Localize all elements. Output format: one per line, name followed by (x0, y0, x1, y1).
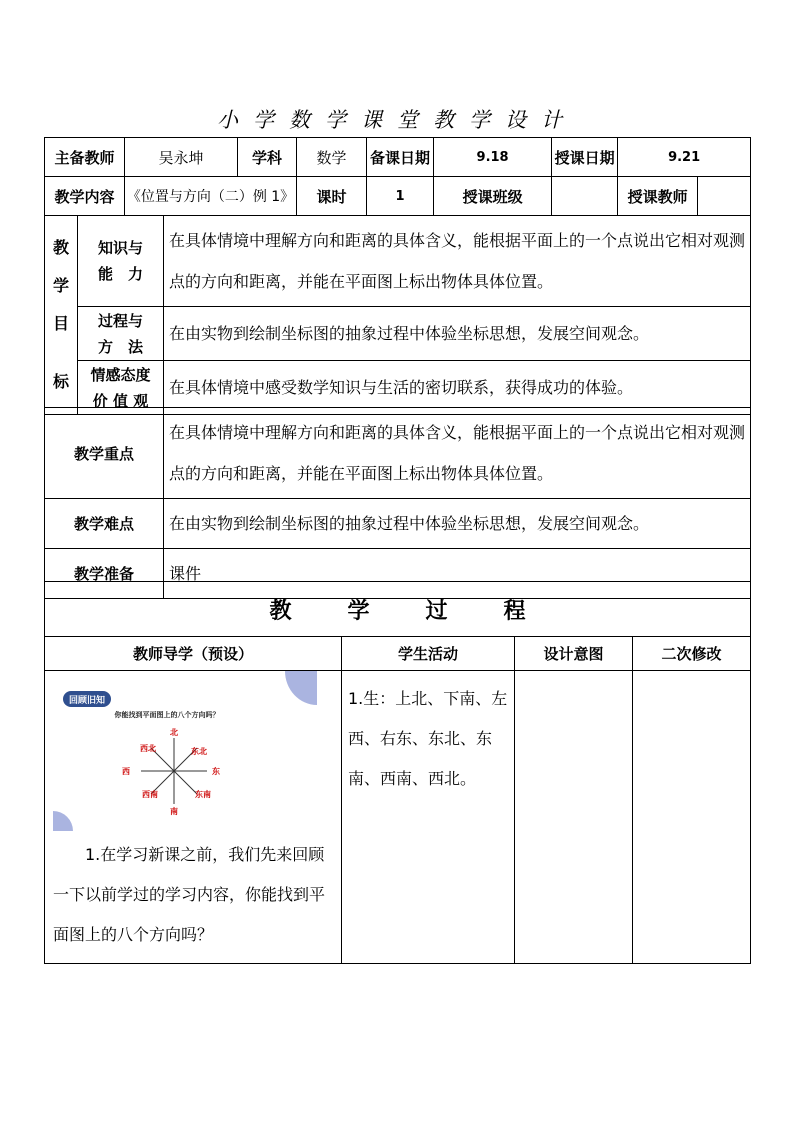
col-header-teacher: 教师导学（预设） (45, 637, 342, 671)
northwest-label: 西北 (140, 744, 156, 753)
col-header-revision: 二次修改 (633, 637, 751, 671)
objective-text-process: 在由实物到绘制坐标图的抽象过程中体验坐标思想，发展空间观念。 (164, 307, 751, 361)
objective-text-attitude: 在具体情境中感受数学知识与生活的密切联系，获得成功的体验。 (164, 361, 751, 415)
key-points-label: 教学重点 (45, 408, 164, 499)
objective-label-process: 过程与 方 法 (78, 307, 164, 361)
review-slide-image (45, 671, 341, 831)
objective-text-knowledge: 在具体情境中理解方向和距离的具体含义，能根据平面上的一个点说出它相对观测点的方向和距离，并能在平面图上标出物体具体位置。 (164, 216, 751, 307)
southwest-label: 西南 (142, 790, 158, 799)
col-header-intent: 设计意图 (515, 637, 633, 671)
content-value: 《位置与方向（二）例 1》 (125, 177, 297, 216)
design-intent-text (515, 671, 633, 964)
west-label: 西 (122, 767, 130, 776)
teacher-guide-text: 1.在学习新课之前，我们先来回顾一下以前学过的学习内容，你能找到平面图上的八个方向吗？ (53, 845, 326, 944)
preparation-text: 课件 (164, 549, 751, 599)
process-table (44, 581, 751, 964)
objective-label-knowledge: 知识与 能 力 (78, 216, 164, 307)
prep-date-value: 9.18 (434, 138, 552, 177)
compass-slide-svg (45, 671, 342, 831)
north-label: 北 (170, 728, 178, 737)
key-points-text: 在具体情境中理解方向和距离的具体含义，能根据平面上的一个点说出它相对观测点的方向和距离，并能在平面图上标出物体具体位置。 (164, 408, 751, 499)
hours-label: 课时 (297, 177, 367, 216)
subject-label: 学科 (238, 138, 297, 177)
slide-question: 你能找到平面图上的八个方向吗？ (114, 711, 220, 719)
class-date-value: 9.21 (618, 138, 751, 177)
slide-corner-decoration-bottom (53, 811, 73, 831)
objective-label-attitude: 情感态度 价 值 观 (78, 361, 164, 415)
process-heading: 教学过程 (45, 582, 751, 637)
lesson-info-table (44, 137, 751, 216)
instructor-value (698, 177, 751, 216)
hours-value: 1 (367, 177, 434, 216)
content-label: 教学内容 (45, 177, 125, 216)
southeast-label: 东南 (195, 790, 211, 799)
col-header-student: 学生活动 (342, 637, 515, 671)
prep-date-label: 备课日期 (367, 138, 434, 177)
teacher-label: 主备教师 (45, 138, 125, 177)
slide-corner-decoration (285, 671, 317, 705)
objectives-table (44, 215, 751, 415)
east-label: 东 (212, 767, 220, 776)
student-activity-text: 1.生：上北、下南、左西、右东、东北、东南、西南、西北。 (342, 671, 515, 964)
instructor-label: 授课教师 (618, 177, 698, 216)
south-label: 南 (170, 807, 178, 816)
key-info-table (44, 407, 751, 599)
subject-value: 数学 (297, 138, 367, 177)
difficulties-label: 教学难点 (45, 499, 164, 549)
revision-text (633, 671, 751, 964)
preparation-label: 教学准备 (45, 549, 164, 599)
review-badge: 回顾旧知 (68, 696, 106, 706)
teacher-guide-cell (45, 671, 342, 964)
difficulties-text: 在由实物到绘制坐标图的抽象过程中体验坐标思想，发展空间观念。 (164, 499, 751, 549)
class-label: 授课班级 (434, 177, 552, 216)
page-title: 小学数学课堂教学设计 (217, 108, 577, 132)
objectives-group-label: 教 学 目 标 (45, 216, 78, 415)
northeast-label: 东北 (191, 747, 207, 756)
class-value (552, 177, 618, 216)
teacher-value: 吴永坤 (125, 138, 238, 177)
class-date-label: 授课日期 (552, 138, 618, 177)
